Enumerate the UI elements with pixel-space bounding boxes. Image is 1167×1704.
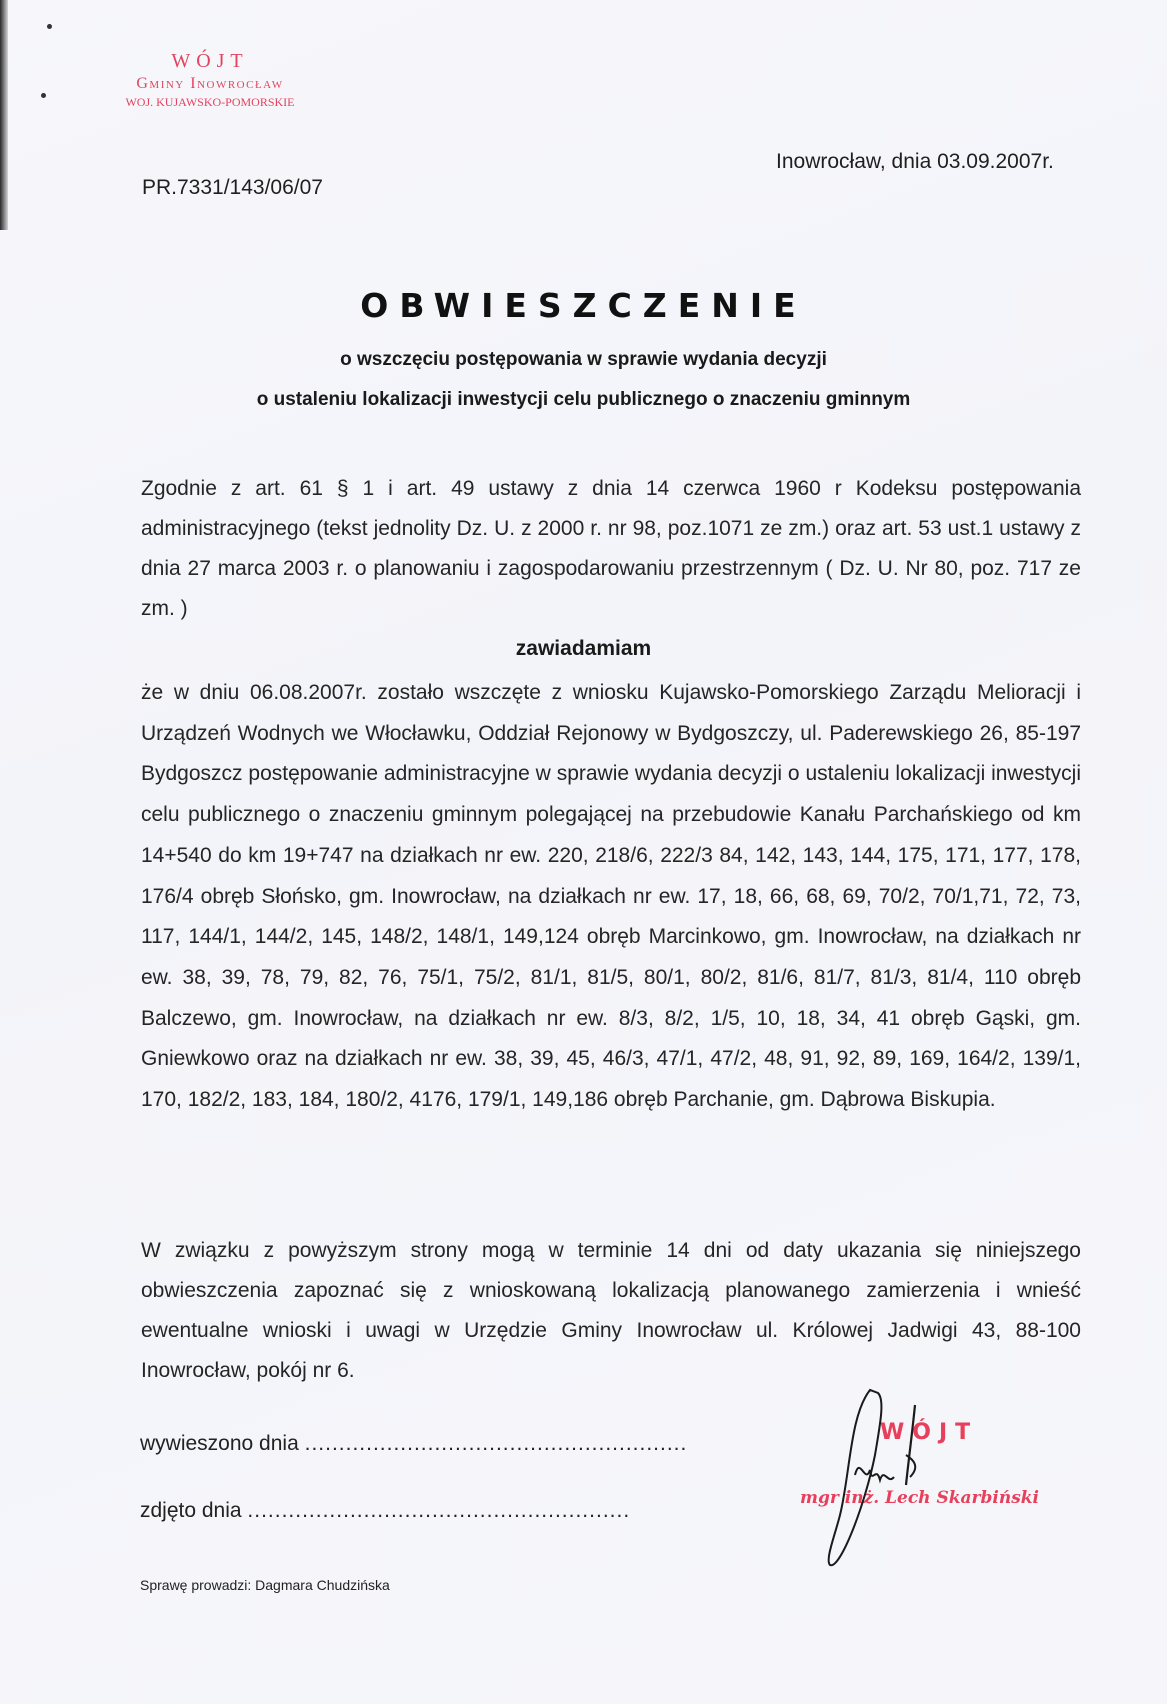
main-paragraph: że w dniu 06.08.2007r. zostało wszczęte z wniosku Kujawsko-Pomorskiego Zarządu Melioracji i Urządzeń Wodnych we Włocławku, Oddział Rejonowy w Bydgoszczy, ul. Paderewskiego 26, 85-197 Bydgoszcz postępowanie administracyjne w sprawie wydania decyzji o ustaleniu lokalizacji inwestycji celu publicznego o znaczeniu gminnym polegającej na przebudowie Kanału Parchańskiego od km 14+540 do km 19+747 na działkach nr ew. 220, 218/6, 222/3 84, 142, 143, 144, 175, 171, 177, 178, 176/4 obręb Słońsko, gm. Inowrocław, na działkach nr ew. 17, 18, 66, 68, 69, 70/2, 70/1,71, 72, 73, 117, 144/1, 144/2, 145, 148/2, 148/1, 149,124 obręb Marcinkowo, gm. Inowrocław, na działkach nr ew. 38, 39, 78, 79, 82, 76, 75/1, 75/2, 81/1, 81/5, 80/1, 80/2, 81/6, 81/7, 81/3, 81/4, 110 obręb Balczewo, gm. Inowrocław, na działkach nr ew. 8/3, 8/2, 1/5, 10, 18, 34, 41 obręb Gąski, gm. Gniewkowo oraz na działkach nr ew. 38, 39, 45, 46/3, 47/1, 47/2, 48, 91, 92, 89, 169, 164/2, 139/1, 170, 182/2, 183, 184, 180/2, 4176, 179/1, 149,186 obręb Parchanie, gm. Dąbrowa Biskupia. <box>141 681 1081 1112</box>
legal-basis-paragraph: Zgodnie z art. 61 § 1 i art. 49 ustawy z dnia 14 czerwca 1960 r Kodeksu postępowania administracyjnego (tekst jednolity Dz. U. z 2000 r. nr 98, poz.1071 ze zm.) oraz art. 53 ust.1 ustawy z dnia 27 marca 2003 r. o planowaniu i zagospodarowaniu przestrzennym ( Dz. U. Nr 80, poz. 717 ze zm. ) <box>141 477 1081 620</box>
removed-label: zdjęto dnia <box>140 1499 242 1522</box>
notify-heading: zawiadamiam <box>515 637 652 660</box>
signature-stamp-title: WÓJT <box>880 1420 979 1445</box>
place-and-date: Inowrocław, dnia 03.09.2007r. <box>776 150 1054 173</box>
stamp-voivodeship: WOJ. KUJAWSKO-POMORSKIE <box>125 95 295 109</box>
punch-hole-mark <box>41 93 46 98</box>
subtitle-line-1: o wszczęciu postępowania w sprawie wydania decyzji <box>340 349 827 370</box>
posted-date-blank: ........................................................ <box>304 1432 688 1455</box>
stamp-municipality: Gminy Inowrocław <box>136 75 284 92</box>
document-title: OBWIESZCZENIE <box>360 286 807 325</box>
prepared-by: Sprawę prowadzi: Dagmara Chudzińska <box>140 1577 390 1593</box>
stamp-title: WÓJT <box>171 50 249 72</box>
page-edge-shadow <box>0 0 8 230</box>
handwritten-signature-icon <box>810 1385 1010 1575</box>
removed-date-line <box>140 1499 630 1523</box>
posted-date-line <box>140 1432 687 1456</box>
reference-number: PR.7331/143/06/07 <box>142 176 323 199</box>
closing-paragraph: W związku z powyższym strony mogą w terminie 14 dni od daty ukazania się niniejszego obwieszczenia zapoznać się z wnioskowaną lokalizacją planowanego zamierzenia i wnieść ewentualne wnioski i uwagi w Urzędzie Gminy Inowrocław ul. Królowej Jadwigi 43, 88-100 Inowrocław, pokój nr 6. <box>141 1239 1081 1382</box>
removed-date-blank: ........................................................ <box>247 1499 631 1522</box>
signature-stamp-name: mgr inż. Lech Skarbiński <box>800 1488 1039 1508</box>
subtitle-line-2: o ustaleniu lokalizacji inwestycji celu publicznego o znaczeniu gminnym <box>256 389 911 410</box>
header-stamp <box>100 50 320 110</box>
posted-label: wywieszono dnia <box>140 1432 299 1455</box>
punch-hole-mark <box>47 24 52 29</box>
